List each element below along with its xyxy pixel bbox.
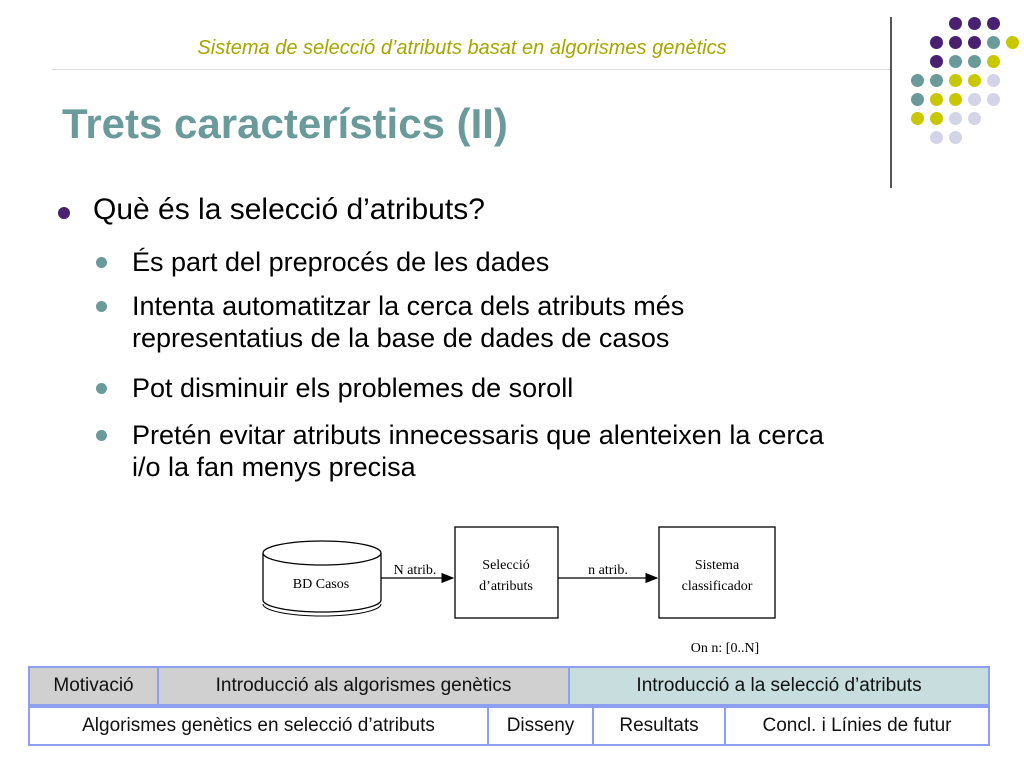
selection-box-line1: Selecció: [482, 558, 530, 573]
nav-tab-disseny[interactable]: Disseny: [487, 706, 594, 746]
nav-tab-resultats[interactable]: Resultats: [592, 706, 726, 746]
nav-row-1: [28, 666, 990, 706]
nav-row-2: [28, 706, 990, 746]
presentation-subtitle: Sistema de selecció d’atributs basat en algorismes genètics: [197, 37, 727, 59]
nav-tab-motivacio[interactable]: Motivació: [28, 666, 159, 706]
nav-tab-algorismes-seleccio[interactable]: Algorismes genètics en selecció d’atributs: [28, 706, 489, 746]
sub-bullet-text: Intenta automatitzar la cerca dels atributs més: [132, 291, 685, 321]
diagram-note: On n: [0..N]: [690, 641, 760, 656]
database-label: BD Casos: [292, 577, 350, 592]
sub-bullet-text: i/o la fan menys precisa: [132, 452, 416, 482]
nav-tab-intro-seleccio[interactable]: Introducció a la selecció d’atributs: [568, 666, 990, 706]
sub-bullet-text: És part del preprocés de les dades: [132, 247, 550, 277]
sub-bullet-text: Pretén evitar atributs innecessaris que alenteixen la cerca: [132, 420, 824, 450]
selection-box-line2: d’atributs: [479, 579, 533, 594]
arrow2-label: n atrib.: [588, 563, 628, 578]
classifier-box-line2: classificador: [681, 579, 753, 594]
classifier-box-line1: Sistema: [694, 558, 740, 573]
arrow1-label: N atrib.: [393, 563, 437, 578]
slide-title: Trets característics (II): [62, 100, 508, 147]
nav-tab-intro-algorismes[interactable]: Introducció als algorismes genètics: [157, 666, 570, 706]
sub-bullet-text: Pot disminuir els problemes de soroll: [132, 373, 574, 403]
sub-bullet-text: representatius de la base de dades de casos: [132, 323, 670, 353]
nav-tab-conclusions[interactable]: Concl. i Línies de futur: [724, 706, 990, 746]
main-bullet-text: Què és la selecció d’atributs?: [93, 193, 485, 226]
